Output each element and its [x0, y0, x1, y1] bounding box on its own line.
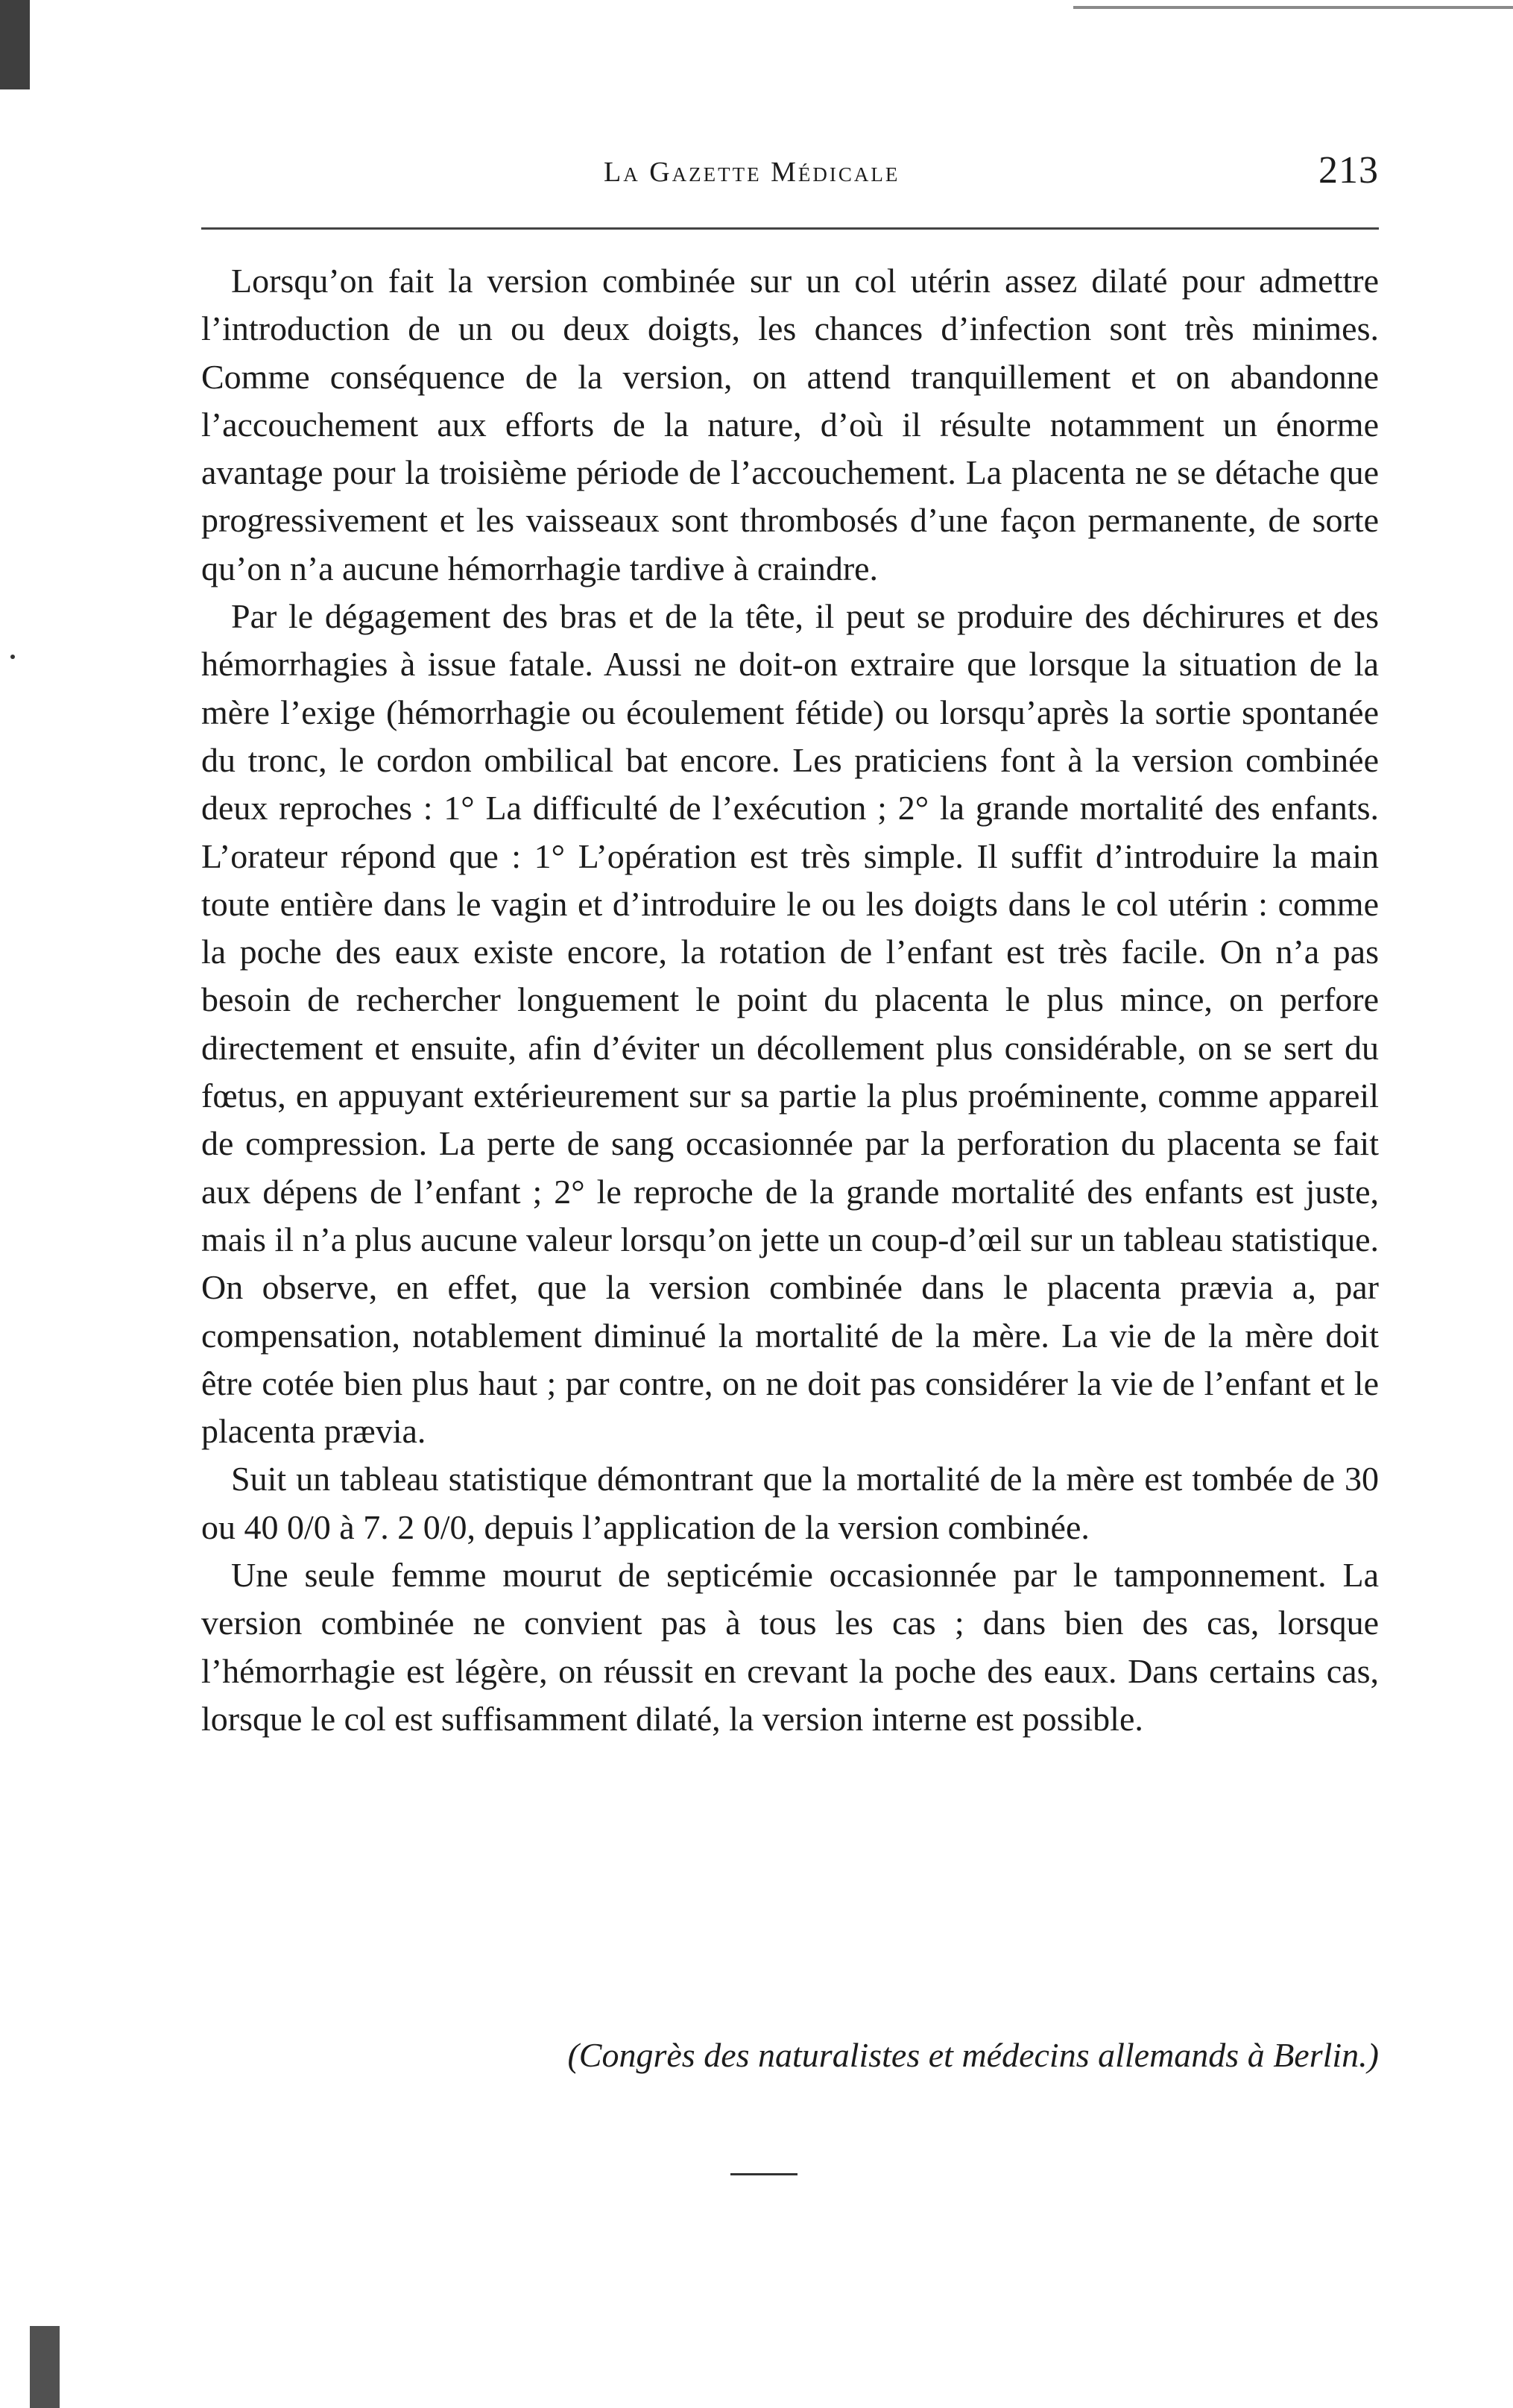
- article-body: [201, 257, 1379, 1743]
- end-rule: [730, 2173, 797, 2175]
- paragraph: Lorsqu’on fait la version combinée sur un col utérin assez dilaté pour admettre l’introduction de un ou deux doigts, les chances d’infection sont très minimes. Comme conséquence de la version, on attend tranquillement et on abandonne l’accouchement aux efforts de la nature, d’où il résulte notamment un énorme avantage pour la troisième période de l’accouchement. La placenta ne se détache que progressivement et les vaisseaux sont thrombosés d’une façon permanente, de sorte qu’on n’a aucune hémorrhagie tardive à craindre.: [201, 262, 1379, 587]
- running-title: La Gazette Médicale: [604, 157, 900, 188]
- page-number: 213: [1318, 149, 1379, 192]
- header-rule: [201, 227, 1379, 230]
- paragraph: Par le dégagement des bras et de la tête, il peut se produire des déchirures et des hémorrhagies à issue fatale. Aussi ne doit-on extraire que lorsque la situation de la mère l’exige (hémorrhagie ou écoulement fétide) ou lorsqu’après la sortie spontanée du tronc, le cordon ombilical bat encore. Les praticiens font à la version combinée deux reproches : 1° La difficulté de l’exécution ; 2° la grande mortalité des enfants. L’orateur répond que : 1° L’opération est très simple. Il suffit d’introduire la main toute entière dans le vagin et d’introduire le ou les doigts dans le col utérin : comme la poche des eaux existe encore, la rotation de l’enfant est très facile. On n’a pas besoin de rechercher longuement le point du placenta le plus mince, on perfore directement et ensuite, afin d’éviter un décollement plus considérable, on se sert du fœtus, en appuyant extérieurement sur sa partie la plus proéminente, comme appareil de compression. La perte de sang occasionnée par la perforation du placenta se fait aux dépens de l’enfant ; 2° le reproche de la grande mortalité des enfants est juste, mais il n’a plus aucune valeur lorsqu’on jette un coup-d’œil sur un tableau statistique. On observe, en effet, que la version combinée dans le placenta prævia a, par compensation, notablement diminué la mortalité de la mère. La vie de la mère doit être cotée bien plus haut ; par contre, on ne doit pas considérer la vie de l’enfant et le placenta prævia.: [201, 597, 1379, 1451]
- running-head: [201, 149, 1379, 198]
- paragraph: Suit un tableau statistique démontrant que la mortalité de la mère est tombée de 30 ou 40 0/0 à 7. 2 0/0, depuis l’application de la version combinée.: [201, 1460, 1379, 1546]
- paragraph: Une seule femme mourut de septicémie occasionnée par le tamponnement. La version combinée ne convient pas à tous les cas ; dans bien des cas, lorsque l’hémorrhagie est légère, on réussit en crevant la poche des eaux. Dans certains cas, lorsque le col est suffisamment dilaté, la version interne est possible.: [201, 1556, 1379, 1738]
- binding-margin-mark-bottom: [30, 2326, 60, 2408]
- margin-speck: [10, 655, 15, 659]
- source-attribution: (Congrès des naturalistes et médecins allemands à Berlin.): [567, 2036, 1379, 2074]
- binding-margin-mark: [0, 0, 30, 89]
- top-edge-rule: [1073, 6, 1513, 9]
